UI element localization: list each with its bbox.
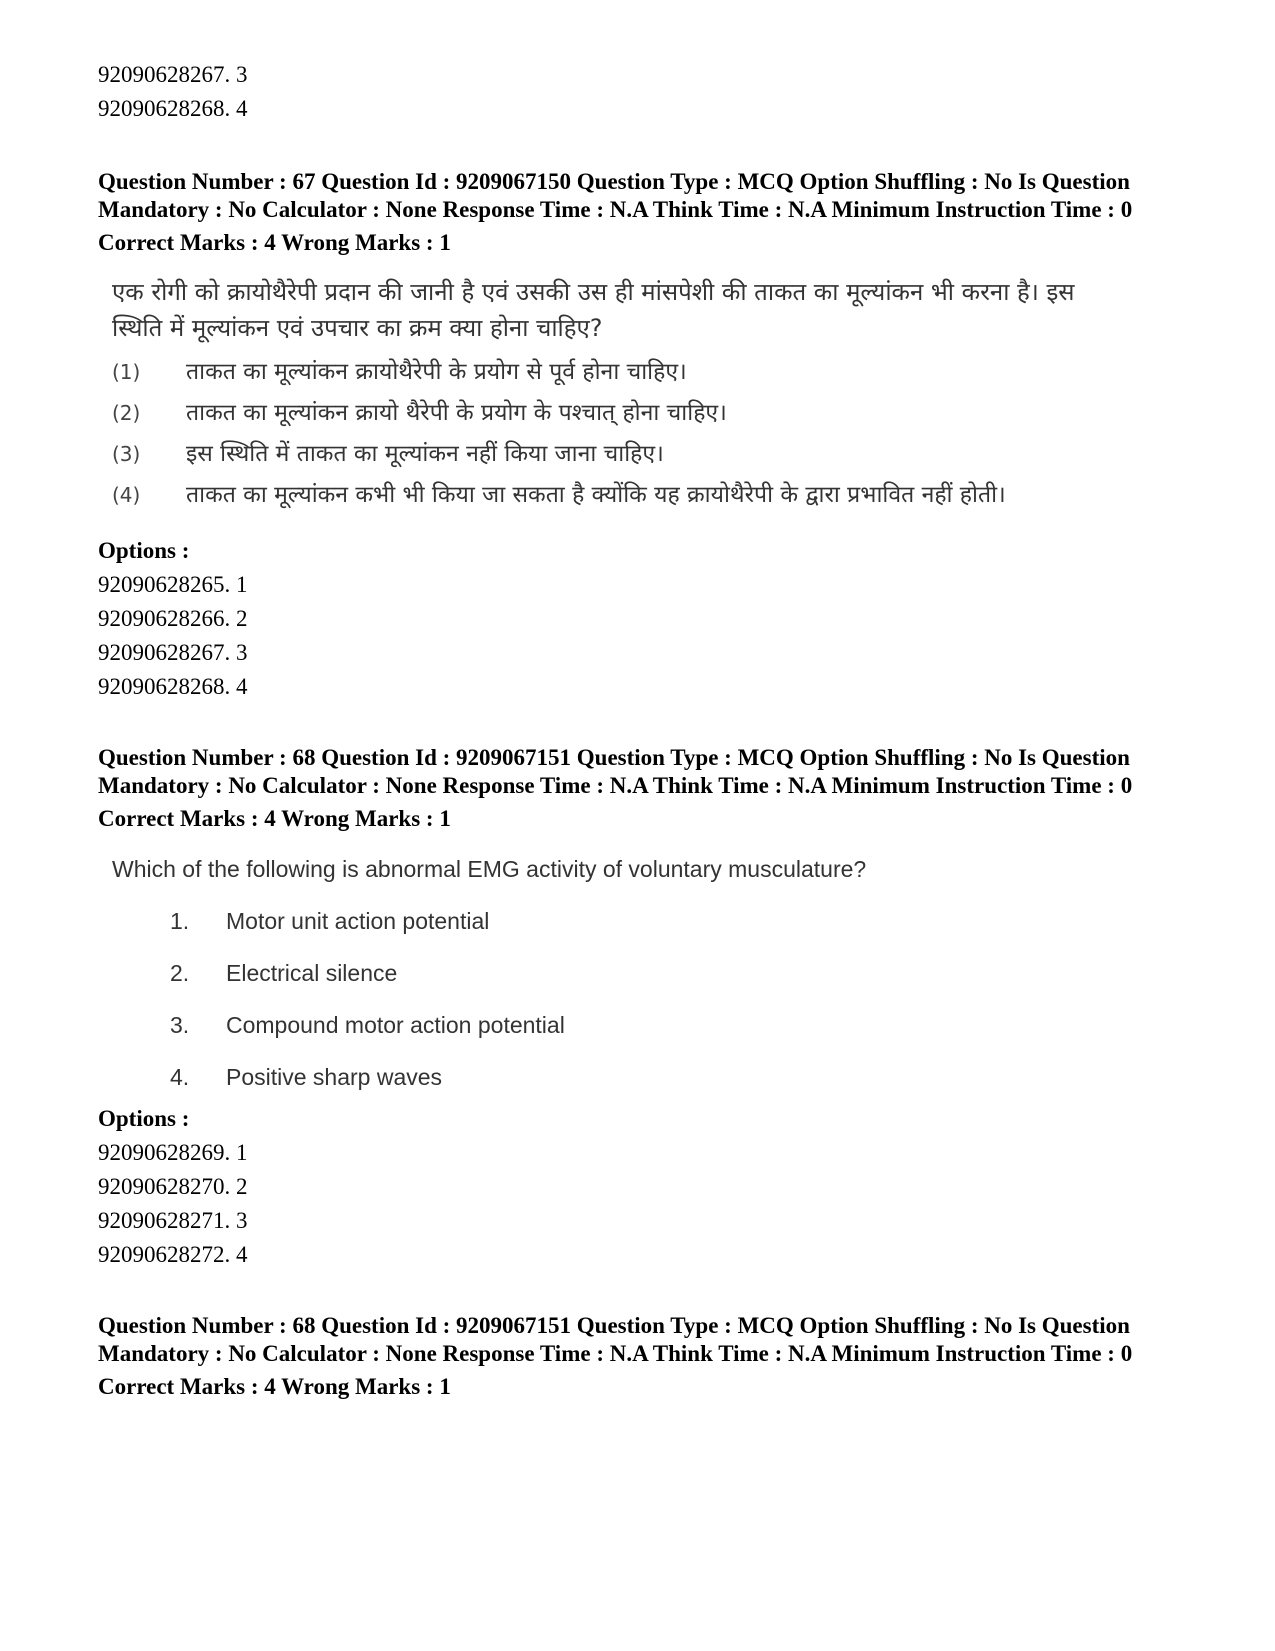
choice-number: 1. [170, 908, 190, 934]
question-stem: एक रोगी को क्रायोथैरेपी प्रदान की जानी है एवं उसकी उस ही मांसपेशी की ताकत का मूल्यांकन भी करना है। इस स्थिति में मूल्यांकन एवं उपचार का क्रम क्या होना चाहिए? [112, 278, 1075, 342]
options-label: Options : [98, 538, 190, 563]
option-line: 92090628272. 4 [98, 1242, 248, 1267]
choice-item [112, 356, 1198, 389]
choice-item [170, 1060, 1198, 1094]
choice-number: 4. [170, 1064, 190, 1090]
choice-item [112, 479, 1198, 512]
choice-text: Electrical silence [226, 960, 398, 986]
choice-item [112, 397, 1198, 430]
option-line: 92090628268. 4 [98, 96, 248, 121]
previous-question-options [98, 58, 1198, 126]
question-content-image [112, 274, 1198, 512]
choice-number: (2) [112, 401, 141, 425]
option-line: 92090628267. 3 [98, 62, 248, 87]
choice-text: Motor unit action potential [226, 908, 490, 934]
choice-number: (4) [112, 483, 141, 507]
option-line: 92090628265. 1 [98, 572, 248, 597]
choice-number: (3) [112, 442, 141, 466]
question-67 [98, 168, 1198, 704]
option-line: 92090628270. 2 [98, 1174, 248, 1199]
choice-text: Compound motor action potential [226, 1012, 565, 1038]
option-line: 92090628269. 1 [98, 1140, 248, 1165]
choice-text: इस स्थिति में ताकत का मूल्यांकन नहीं किया जाना चाहिए। [186, 441, 664, 467]
choice-text: Positive sharp waves [226, 1064, 443, 1090]
question-marks: Correct Marks : 4 Wrong Marks : 1 [98, 806, 451, 831]
choice-number: 3. [170, 1012, 190, 1038]
option-line: 92090628266. 2 [98, 606, 248, 631]
question-stem: Which of the following is abnormal EMG activity of voluntary musculature? [112, 856, 867, 882]
options-list [98, 1136, 1198, 1272]
choice-text: ताकत का मूल्यांकन क्रायोथैरेपी के प्रयोग से पूर्व होना चाहिए। [186, 359, 687, 385]
choice-text: ताकत का मूल्यांकन क्रायो थैरेपी के प्रयोग के पश्चात् होना चाहिए। [186, 400, 727, 426]
question-meta: Question Number : 67 Question Id : 9209067150 Question Type : MCQ Option Shuffling : No Is Question Mandatory : No Calculator : None Response Time : N.A Think Time : N.A Minimum Instruction Time : 0 [98, 169, 1133, 222]
options-list [98, 568, 1198, 704]
option-line: 92090628268. 4 [98, 674, 248, 699]
document-page [98, 58, 1198, 1404]
question-choices [112, 356, 1198, 512]
choice-item [170, 956, 1198, 990]
option-line: 92090628271. 3 [98, 1208, 248, 1233]
question-marks: Correct Marks : 4 Wrong Marks : 1 [98, 230, 451, 255]
choice-text: ताकत का मूल्यांकन कभी भी किया जा सकता है क्योंकि यह क्रायोथैरेपी के द्वारा प्रभावित नहीं होती। [186, 482, 1006, 508]
choice-number: 2. [170, 960, 190, 986]
question-content-image [112, 852, 1198, 1094]
question-68 [98, 744, 1198, 1272]
choice-item [170, 904, 1198, 938]
option-line: 92090628267. 3 [98, 640, 248, 665]
choice-item [112, 438, 1198, 471]
question-meta: Question Number : 68 Question Id : 9209067151 Question Type : MCQ Option Shuffling : No Is Question Mandatory : No Calculator : None Response Time : N.A Think Time : N.A Minimum Instruction Time : 0 [98, 1313, 1133, 1366]
choice-number: (1) [112, 360, 141, 384]
question-68-repeat [98, 1312, 1198, 1404]
choice-item [170, 1008, 1198, 1042]
options-label: Options : [98, 1106, 190, 1131]
question-marks: Correct Marks : 4 Wrong Marks : 1 [98, 1374, 451, 1399]
question-meta: Question Number : 68 Question Id : 9209067151 Question Type : MCQ Option Shuffling : No Is Question Mandatory : No Calculator : None Response Time : N.A Think Time : N.A Minimum Instruction Time : 0 [98, 745, 1133, 798]
